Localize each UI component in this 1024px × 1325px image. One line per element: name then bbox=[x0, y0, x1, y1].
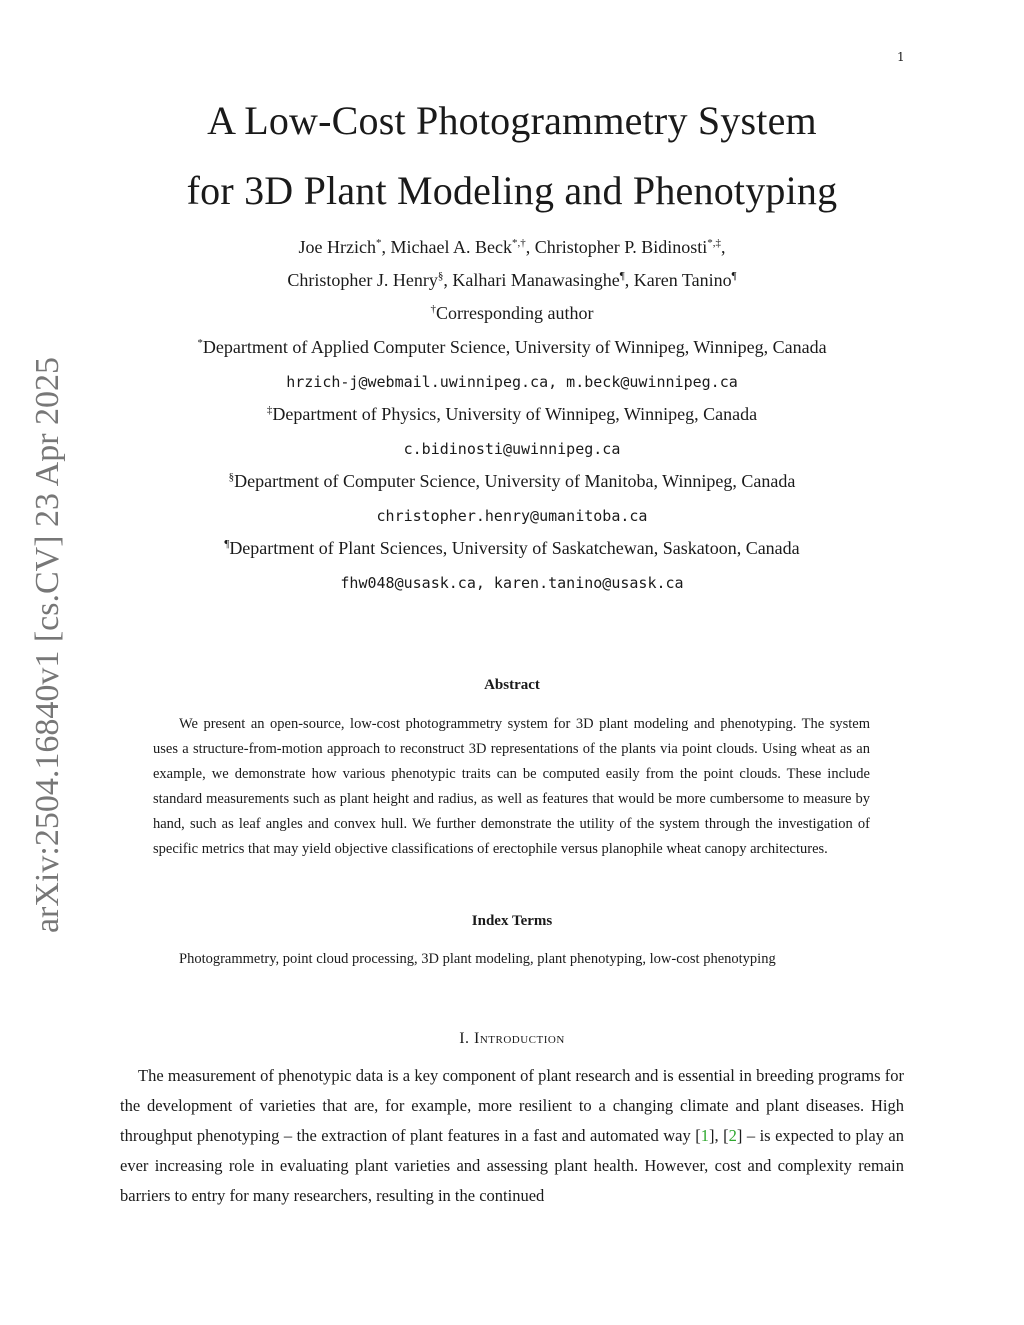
author-name: Christopher J. Henry bbox=[287, 270, 438, 290]
author-name: Joe Hrzich bbox=[298, 237, 376, 257]
abstract-body: We present an open-source, low-cost photogrammetry system for 3D plant modeling and phenotyping. The system uses a structure-from-motion approach to reconstruct 3D representations of the plants via point clouds. Using wheat as an example, we demonstrate how various phenotypic traits can be computed easily from the point clouds. These include standard measurements such as plant height and radius, as well as features that would be more cumbersome to measure by hand, such as leaf angles and convex hull. We further demonstrate the utility of the system through the investigation of specific metrics that may yield objective classifications of erectophile versus planophile wheat canopy architectures. bbox=[153, 716, 870, 857]
section-title: Introduction bbox=[474, 1030, 565, 1047]
affiliation-plant-sciences bbox=[0, 538, 1024, 559]
abstract-heading: Abstract bbox=[484, 677, 540, 693]
affiliation-mark: ‡ bbox=[266, 404, 273, 416]
cite-bracket: ], bbox=[708, 1126, 724, 1145]
affiliation-text: Department of Computer Science, University of Manitoba, Winnipeg, Canada bbox=[234, 471, 796, 491]
affiliation-emails[interactable]: c.bidinosti@uwinnipeg.ca bbox=[403, 440, 621, 458]
affiliation-physics bbox=[0, 404, 1024, 425]
corresponding-author-note bbox=[0, 303, 1024, 324]
index-terms-heading: Index Terms bbox=[471, 913, 553, 929]
author-mark: § bbox=[437, 270, 444, 282]
author-name: Christopher P. Bidinosti bbox=[534, 237, 708, 257]
author-name: Kalhari Manawasinghe bbox=[452, 270, 620, 290]
author-mark: ¶ bbox=[619, 270, 625, 282]
paper-title-line-1: A Low-Cost Photogrammetry System bbox=[207, 98, 817, 143]
affiliation-text: Department of Plant Sciences, University of Saskatchewan, Saskatoon, Canada bbox=[229, 538, 800, 558]
section-heading-introduction bbox=[0, 1030, 1024, 1048]
corresponding-mark: † bbox=[430, 303, 436, 315]
author-mark: *,† bbox=[511, 237, 526, 249]
citation-link-1[interactable]: 1 bbox=[700, 1126, 709, 1145]
introduction-paragraph bbox=[120, 1061, 904, 1211]
affiliation-text: Department of Physics, University of Winnipeg, Winnipeg, Canada bbox=[272, 404, 758, 424]
corresponding-text: Corresponding author bbox=[436, 303, 594, 323]
affiliation-emails[interactable]: christopher.henry@umanitoba.ca bbox=[376, 507, 648, 525]
author-mark: ¶ bbox=[731, 270, 737, 282]
cite-bracket: [ bbox=[695, 1126, 701, 1145]
author-mark: * bbox=[375, 237, 382, 249]
affiliation-mark: * bbox=[197, 337, 203, 349]
affiliation-emails[interactable]: fhw048@usask.ca, karen.tanino@usask.ca bbox=[340, 574, 684, 592]
affiliation-text: Department of Applied Computer Science, University of Winnipeg, Winnipeg, Canada bbox=[202, 337, 827, 357]
cite-bracket: [ bbox=[723, 1126, 729, 1145]
author-line-2: Christopher J. Henry§, Kalhari Manawasinghe¶, Karen Tanino¶ bbox=[287, 270, 737, 290]
cite-bracket: ] bbox=[736, 1126, 743, 1145]
page-number: 1 bbox=[897, 50, 905, 64]
affiliation-applied-cs bbox=[0, 337, 1024, 358]
affiliation-emails[interactable]: hrzich-j@webmail.uwinnipeg.ca, m.beck@uwinnipeg.ca bbox=[286, 373, 738, 391]
author-mark: *,‡ bbox=[707, 237, 721, 249]
author-line-1: Joe Hrzich*, Michael A. Beck*,†, Christopher P. Bidinosti*,‡, bbox=[298, 237, 726, 257]
affiliation-mark: ¶ bbox=[224, 538, 230, 550]
citation-link-2[interactable]: 2 bbox=[728, 1126, 737, 1145]
affiliation-mark: § bbox=[228, 471, 235, 483]
affiliation-computer-science bbox=[0, 471, 1024, 492]
index-terms-body: Photogrammetry, point cloud processing, 3D plant modeling, plant phenotyping, low-cost phenotyping bbox=[179, 951, 776, 967]
paper-title-line-2: for 3D Plant Modeling and Phenotyping bbox=[186, 168, 838, 213]
author-name: Karen Tanino bbox=[633, 270, 732, 290]
arxiv-side-stamp[interactable]: arXiv:2504.16840v1 [cs.CV] 23 Apr 2025 bbox=[29, 356, 66, 934]
intro-text: – is expected to play an ever increasing role in evaluating plant varieties and assessing plant health. However, cost and complexity remain barriers to entry for many researchers, resulting in the continued bbox=[120, 1126, 905, 1205]
section-numeral: I. bbox=[459, 1030, 470, 1047]
author-name: Michael A. Beck bbox=[390, 237, 512, 257]
intro-text: The measurement of phenotypic data is a key component of plant research and is essential in breeding programs for the development of varieties that are, for example, more resilient to a changing climate and plant diseases. High throughput phenotyping – the extraction of plant features in a fast and automated way bbox=[120, 1066, 904, 1145]
